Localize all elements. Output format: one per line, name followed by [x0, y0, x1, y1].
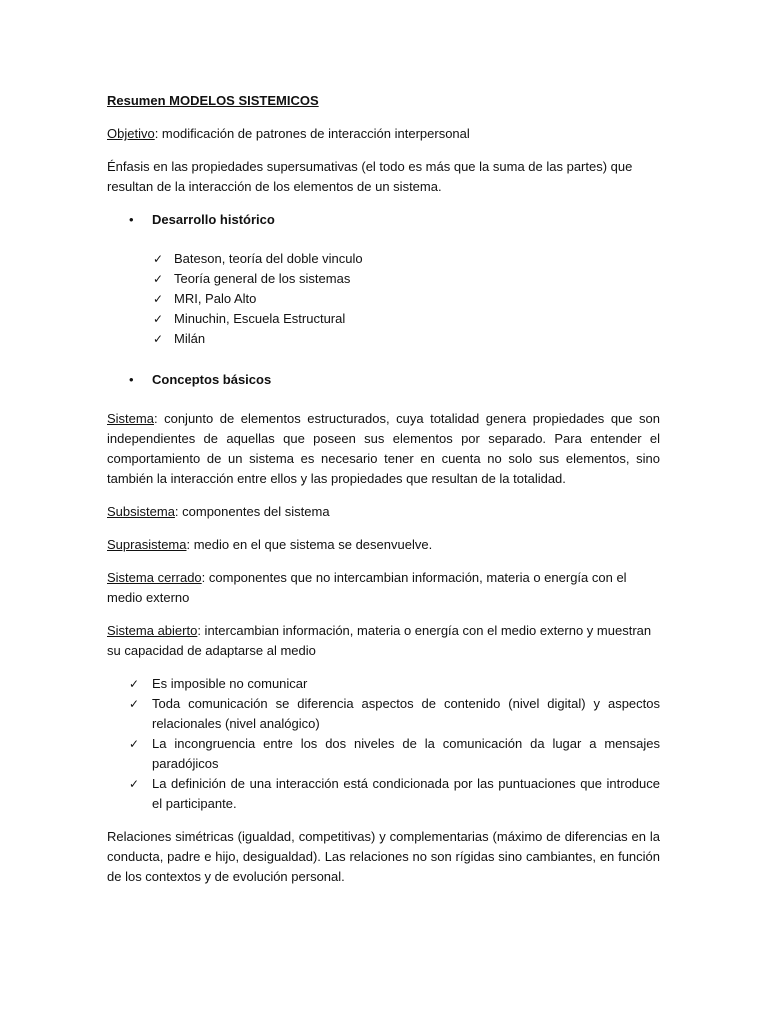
list-item	[107, 774, 660, 814]
list-item-text: Toda comunicación se diferencia aspectos de contenido (nivel digital) y aspectos relacionales (nivel analógico)	[152, 696, 660, 731]
objective-term: Objetivo	[107, 126, 155, 141]
objective-text: : modificación de patrones de interacción interpersonal	[154, 126, 470, 141]
document-title: Resumen MODELOS SISTEMICOS	[107, 93, 319, 108]
list-item	[107, 329, 660, 349]
checkmark-icon: ✓	[129, 677, 140, 691]
list-item-text: Milán	[174, 331, 206, 346]
list-item-text: Minuchin, Escuela Estructural	[174, 311, 346, 326]
list-item	[107, 694, 660, 734]
list-item	[107, 269, 660, 289]
emphasis-paragraph: Énfasis en las propiedades supersumativas (el todo es más que la suma de las partes) que resultan de la interacción de los elementos de un sistema.	[107, 159, 633, 194]
definition-text: : componentes del sistema	[174, 504, 330, 519]
relations-paragraph: Relaciones simétricas (igualdad, competitivas) y complementarias (máximo de diferencias en la conducta, padre e hijo, desigualdad). Las relaciones no son rígidas sino cambiantes, en función de los contextos y de evolución personal.	[107, 829, 660, 884]
concepts-heading	[107, 370, 660, 390]
definition-term: Sistema abierto	[107, 623, 198, 638]
definition-text: : conjunto de elementos estructurados, cuya totalidad genera propiedades que son independientes de aquellas que poseen sus elementos por separado. Para entender el comportamiento de un sistema es necesario tener en cuenta no solo sus elementos, sino también la interacción entre ellos y las propiedades que resultan de la totalidad.	[107, 411, 660, 486]
historical-list	[107, 249, 660, 349]
definition-sistema	[107, 409, 660, 489]
historical-heading-text: Desarrollo histórico	[152, 212, 275, 227]
checkmark-icon: ✓	[153, 252, 164, 266]
list-item-text: MRI, Palo Alto	[174, 291, 257, 306]
document-body	[107, 91, 660, 900]
historical-heading	[107, 210, 660, 230]
list-item-text: La definición de una interacción está condicionada por las puntuaciones que introduce el participante.	[152, 776, 660, 811]
checkmark-icon: ✓	[153, 332, 164, 346]
definition-text: : medio en el que sistema se desenvuelve.	[186, 537, 433, 552]
list-item-text: La incongruencia entre los dos niveles de la comunicación da lugar a mensajes paradójicos	[152, 736, 660, 771]
list-item	[107, 289, 660, 309]
principles-list	[107, 674, 660, 814]
list-item-text: Teoría general de los sistemas	[174, 271, 351, 286]
list-item	[107, 674, 660, 694]
checkmark-icon: ✓	[153, 272, 164, 286]
definition-sistema-abierto	[107, 621, 660, 661]
definition-term: Sistema	[107, 411, 154, 426]
checkmark-icon: ✓	[153, 312, 164, 326]
list-item-text: Es imposible no comunicar	[152, 676, 308, 691]
definition-text: : componentes que no intercambian información, materia o energía con el medio externo	[107, 570, 627, 605]
definition-term: Subsistema	[107, 504, 175, 519]
definition-sistema-cerrado	[107, 568, 660, 608]
concepts-heading-text: Conceptos básicos	[152, 372, 272, 387]
definition-term: Suprasistema	[107, 537, 187, 552]
definition-suprasistema	[107, 535, 660, 555]
list-item-text: Bateson, teoría del doble vinculo	[174, 251, 363, 266]
checkmark-icon: ✓	[129, 737, 140, 751]
bullet-icon: •	[129, 212, 134, 227]
objective-paragraph	[107, 124, 660, 144]
list-item	[107, 249, 660, 269]
checkmark-icon: ✓	[129, 697, 140, 711]
checkmark-icon: ✓	[129, 777, 140, 791]
checkmark-icon: ✓	[153, 292, 164, 306]
bullet-icon: •	[129, 372, 134, 387]
definition-text: : intercambian información, materia o energía con el medio externo y muestran su capacidad de adaptarse al medio	[107, 623, 652, 658]
list-item	[107, 309, 660, 329]
definition-subsistema	[107, 502, 660, 522]
definition-term: Sistema cerrado	[107, 570, 202, 585]
list-item	[107, 734, 660, 774]
